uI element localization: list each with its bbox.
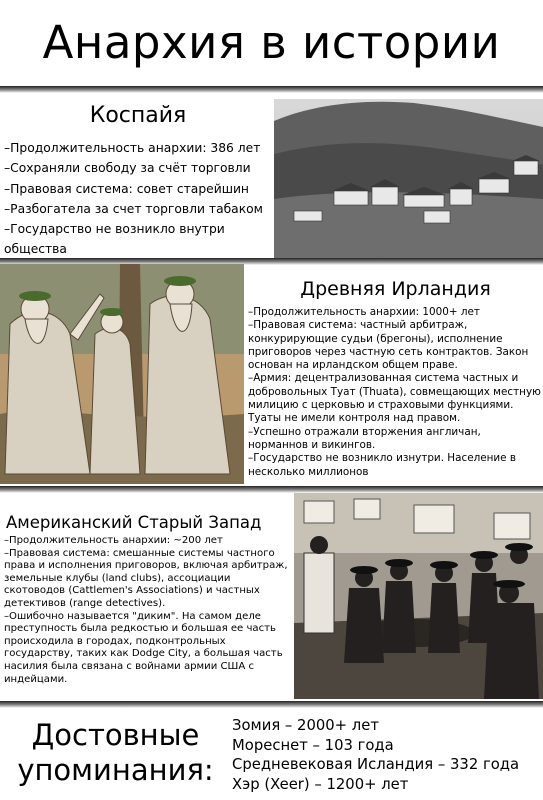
village-photo <box>274 99 543 258</box>
fact-item: –Государство не возникло внутри общества <box>4 222 225 257</box>
section-divider <box>0 701 543 708</box>
section-divider <box>0 486 543 493</box>
fact-item: –Правовая система: частный арбитраж, конкурирующие судьи (брегоны), исполнение приговоров через частную сеть контрактов. Закон основан на ирландском общем праве. <box>248 319 529 372</box>
druids-illustration <box>0 264 244 484</box>
fact-list <box>248 306 543 479</box>
fact-list <box>4 535 294 686</box>
fact-item: –Продолжительность анархии: ~200 лет <box>4 535 223 546</box>
section-divider <box>0 86 543 93</box>
section-title: Древняя Ирландия <box>300 278 491 300</box>
saloon-photo <box>294 493 543 699</box>
fact-item: –Продолжительность анархии: 1000+ лет <box>248 306 480 318</box>
mention-item: Хэр (Xeer) – 1200+ лет <box>232 775 409 793</box>
section-mentions <box>0 708 543 800</box>
fact-item: –Правовая система: совет старейшин <box>4 181 249 196</box>
mention-item: Средневековая Исландия – 332 года <box>232 756 520 773</box>
section-cospaia-text <box>4 93 272 280</box>
fact-item: –Сохраняли свободу за счёт торговли <box>4 161 251 176</box>
page-title: Анархия в истории <box>42 16 501 69</box>
section-old-west-text <box>4 493 294 686</box>
fact-item: –Успешно отражали вторжения англичан, норманнов и викингов. <box>248 425 481 451</box>
fact-item: –Разбогатела за счет торговли табаком <box>4 201 263 216</box>
fact-item: –Государство не возникло изнутри. Население в несколько миллионов <box>248 452 516 478</box>
mention-item: Мореснет – 103 года <box>232 736 394 754</box>
section-cospaia <box>0 93 543 263</box>
section-title: Достовные упоминания: <box>17 718 214 787</box>
fact-item: –Ошибочно называется "диким". На самом деле преступность была редкостью и большая ее часть происходила в городах, подконтрольных государству, таких как Dodge City, а большая часть насилия была связана с войнами армии США с индейцами. <box>4 610 283 685</box>
section-title: Коспайя <box>89 103 187 128</box>
fact-item: –Продолжительность анархии: 386 лет <box>4 141 261 155</box>
fact-item: –Армия: децентрализованная система частных и добровольных Туат (Thuata), совмещающих местную милицию с церковью и страховыми функциями. Туаты не имели контроля над правом. <box>248 372 541 425</box>
section-old-west <box>0 493 543 702</box>
section-title: Американский Старый Запад <box>6 513 262 532</box>
title-band <box>0 0 543 86</box>
fact-item: –Правовая система: смешанные системы частного права и исполнения приговоров, включая арбитраж, земельные клубы (land clubs), ассоциации скотоводов (Cattlemen's Associations) и частных детективов (range detectives). <box>4 547 288 609</box>
mentions-list <box>232 716 519 794</box>
section-ireland <box>0 264 543 486</box>
section-ireland-text <box>248 264 543 479</box>
mention-item: Зомия – 2000+ лет <box>232 717 379 734</box>
